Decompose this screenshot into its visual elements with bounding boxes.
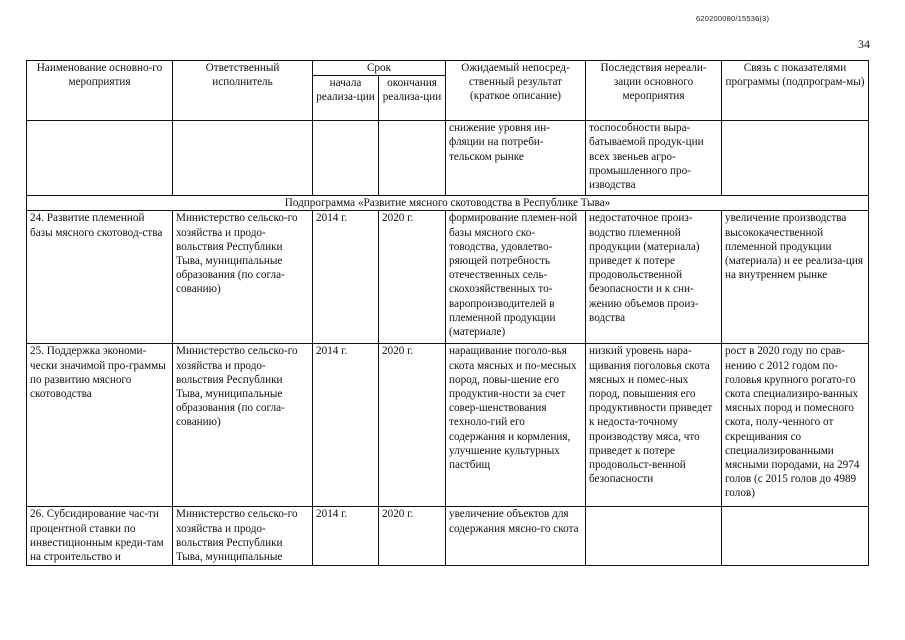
header-term: Срок xyxy=(313,61,446,76)
cell-link: рост в 2020 году по срав-нению с 2012 годом по-головья крупного рогато-го скота специализиро-ванных мясных пород и помесного скота, полу-ченного от скрещивания со специализированными мясными породами, на 2974 голов (с 2015 голов до 4989 голов) xyxy=(722,344,869,507)
header-result: Ожидаемый непосред-ственный результат (краткое описание) xyxy=(446,61,586,121)
header-row xyxy=(27,61,869,76)
activities-table xyxy=(26,60,869,566)
cell-result: увеличение объектов для содержания мясно-го скота xyxy=(446,507,586,566)
cell-link xyxy=(722,121,869,196)
cell-consequences: тоспособности выра-батываемой продук-ции всех звеньев агро-промышленного про-изводства xyxy=(586,121,722,196)
header-consequences: Последствия нереали-зации основного мероприятия xyxy=(586,61,722,121)
cell-start: 2014 г. xyxy=(313,344,379,507)
table-row xyxy=(27,211,869,344)
cell-name xyxy=(27,121,173,196)
subprogram-row xyxy=(27,196,869,211)
subprogram-title: Подпрограмма «Развитие мясного скотоводства в Республике Тыва» xyxy=(27,196,869,211)
header-term-start: начала реализа-ции xyxy=(313,76,379,121)
document-code: 620200080/15536(3) xyxy=(696,14,770,23)
header-executor: Ответственный исполнитель xyxy=(173,61,313,121)
cell-end: 2020 г. xyxy=(379,344,446,507)
table-row xyxy=(27,121,869,196)
cell-name: 24. Развитие племенной базы мясного скотовод-ства xyxy=(27,211,173,344)
header-term-end: окончания реализа-ции xyxy=(379,76,446,121)
cell-consequences: низкий уровень нара-щивания поголовья скота мясных и помес-ных пород, повышения его продуктивности приведет к недоста-точному производству мяса, что приведет к потере продовольст-венной безопасности xyxy=(586,344,722,507)
cell-start xyxy=(313,121,379,196)
header-link: Связь с показателями программы (подпрограм-мы) xyxy=(722,61,869,121)
cell-name: 26. Субсидирование час-ти процентной ставки по инвестиционным креди-там на строительство и xyxy=(27,507,173,566)
table-row xyxy=(27,507,869,566)
cell-consequences xyxy=(586,507,722,566)
table-row xyxy=(27,344,869,507)
cell-executor: Министерство сельско-го хозяйства и продо-вольствия Республики Тыва, муниципальные xyxy=(173,507,313,566)
page-number: 34 xyxy=(858,37,870,51)
cell-consequences: недостаточное произ-водство племенной продукции (материала) приведет к потере продовольственной безопасности и к сни-жению объемов произ-водства xyxy=(586,211,722,344)
cell-link xyxy=(722,507,869,566)
cell-end: 2020 г. xyxy=(379,507,446,566)
cell-result: наращивание поголо-вья скота мясных и по-месных пород, повы-шение его продуктив-ности за счет совер-шенствования техноло-гий его содержания и кормления, улучшение культурных пастбищ xyxy=(446,344,586,507)
cell-executor: Министерство сельско-го хозяйства и продо-вольствия Республики Тыва, муниципальные образования (по согла-сованию) xyxy=(173,211,313,344)
cell-start: 2014 г. xyxy=(313,211,379,344)
cell-executor: Министерство сельско-го хозяйства и продо-вольствия Республики Тыва, муниципальные образования (по согла-сованию) xyxy=(173,344,313,507)
cell-end: 2020 г. xyxy=(379,211,446,344)
cell-start: 2014 г. xyxy=(313,507,379,566)
cell-result: формирование племен-ной базы мясного ско-товодства, удовлетво-ряющей потребность отечественных сель-скохозяйственных то-варопроизводителей в племенной продукции (материале) xyxy=(446,211,586,344)
cell-name: 25. Поддержка экономи-чески значимой про-граммы по развитию мясного скотоводства xyxy=(27,344,173,507)
cell-end xyxy=(379,121,446,196)
cell-executor xyxy=(173,121,313,196)
cell-result: снижение уровня ин-фляции на потреби-тельском рынке xyxy=(446,121,586,196)
header-name: Наименование основно-го мероприятия xyxy=(27,61,173,121)
cell-link: увеличение производства высококачественной племенной продукции (материала) и ее реализа-ция на внутреннем рынке xyxy=(722,211,869,344)
